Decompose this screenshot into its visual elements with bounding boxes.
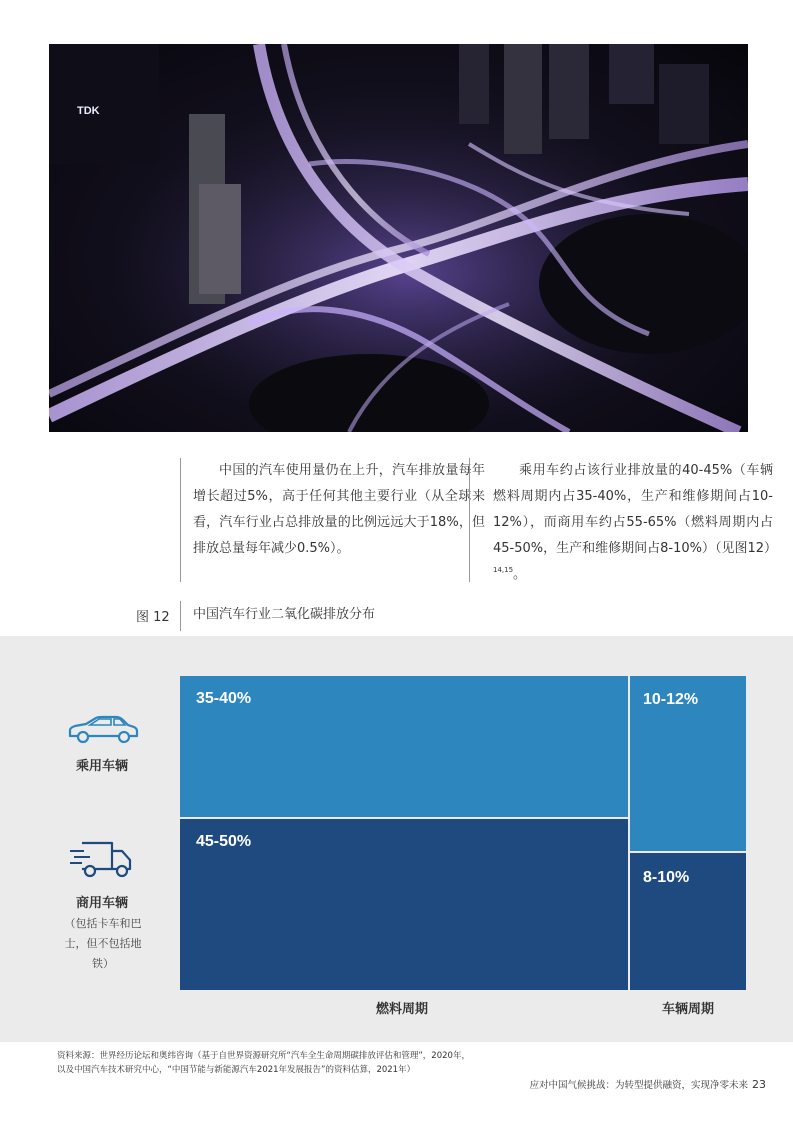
row-label-commercial: 商用车辆 — [75, 896, 128, 911]
source-note — [57, 1049, 470, 1077]
cell-passenger-fuel: 35-40% — [180, 676, 628, 817]
figure-label: 图 12 — [136, 610, 170, 625]
column-label-fuel-cycle: 燃料周期 — [376, 1002, 429, 1017]
truck-icon — [68, 839, 134, 883]
right-paragraph-text: 乘用车约占该行业排放量的40-45%（车辆燃料周期内占35-40%，生产和维修期间占10-12%），而商用车约占55-65%（燃料周期内占45-50%，生产和维修期间占8-10%）（见图12） — [493, 463, 778, 556]
row-label-passenger: 乘用车辆 — [75, 759, 128, 774]
right-paragraph-end: 。 — [513, 567, 527, 582]
right-text-column — [469, 458, 778, 582]
page-number: 23 — [752, 1078, 766, 1091]
page-footer — [529, 1077, 766, 1091]
source-line-2: 以及中国汽车技术研究中心，“中国节能与新能源汽车2021年发展报告”的资料估算，2021年） — [57, 1065, 416, 1075]
figure-title: 中国汽车行业二氧化碳排放分布 — [180, 601, 375, 631]
cell-commercial-vehicle: 8-10% — [630, 853, 746, 990]
left-text-column — [180, 458, 485, 582]
right-paragraph — [493, 458, 778, 588]
source-line-1: 资料来源：世界经历论坛和奥纬咨询（基于自世界资源研究所“汽车全生命周期碳排放评估和管理”，2020年， — [57, 1051, 470, 1061]
column-label-vehicle-cycle: 车辆周期 — [662, 1002, 715, 1017]
car-icon — [66, 714, 140, 750]
cell-commercial-fuel: 45-50% — [180, 819, 628, 990]
cell-passenger-vehicle: 10-12% — [630, 676, 746, 851]
highway-interchange-photo — [49, 44, 748, 432]
left-paragraph: 中国的汽车使用量仍在上升，汽车排放量每年增长超过5%，高于任何其他主要行业（从全球来看，汽车行业占总排放量的比例远远大于18%，但排放总量每年减少0.5%）。 — [193, 463, 485, 556]
footnote-ref: 14,15 — [493, 566, 514, 574]
commercial-note: （包括卡车和巴士，但不包括地铁） — [64, 917, 142, 970]
footer-title: 应对中国气候挑战：为转型提供融资，实现净零未来 — [529, 1080, 748, 1091]
tdk-sign: TDK — [77, 105, 100, 117]
